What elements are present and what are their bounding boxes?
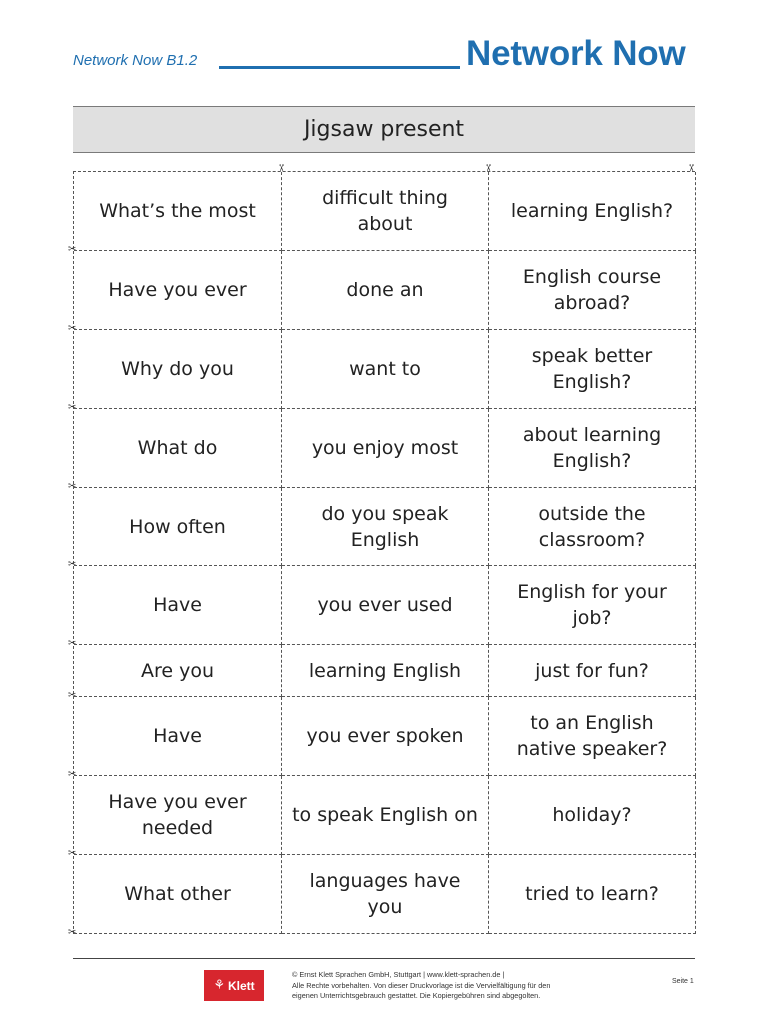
copyright-line: Alle Rechte vorbehalten. Von dieser Druckvorlage ist die Vervielfältigung für den [292,980,551,990]
card-cell: What other [74,855,282,934]
card-cell: What do [74,409,282,488]
card-cell: English course abroad? [489,251,696,330]
card-cell: Have you ever [74,251,282,330]
scissors-icon: ✂ [68,559,77,570]
course-subtitle: Network Now B1.2 [73,52,198,69]
scissors-icon: ✂ [685,163,697,173]
card-cell: Why do you [74,330,282,409]
scissors-icon: ✂ [68,638,77,649]
card-cell: outside the classroom? [489,488,696,566]
card-cell: Have [74,566,282,645]
jigsaw-card-grid [68,163,697,938]
klett-logo-text: Klett [227,978,255,993]
card-cell: Have [74,697,282,776]
card-cell: to speak English on [282,776,489,855]
scissors-icon: ✂ [68,927,77,938]
card-cell: just for fun? [489,645,696,697]
scissors-icon: ✂ [68,402,77,413]
scissors-icon: ✂ [68,244,77,255]
klett-logo-icon: ⚘ [213,978,225,993]
card-cell: What’s the most [74,172,282,251]
card-cell: English for your job? [489,566,696,645]
card-cell: to an English native speaker? [489,697,696,776]
card-cell: do you speak English [282,488,489,566]
scissors-icon: ✂ [68,481,77,492]
card-cell: you ever used [282,566,489,645]
card-cell: How often [74,488,282,566]
card-cell: done an [282,251,489,330]
copyright-notice [292,970,592,1002]
card-cell: speak better English? [489,330,696,409]
card-cell: learning English? [489,172,696,251]
scissors-icon: ✂ [275,163,287,173]
scissors-icon: ✂ [68,323,77,334]
card-cell: languages have you [282,855,489,934]
footer-rule [73,958,695,959]
card-cell: Are you [74,645,282,697]
card-cell: about learning English? [489,409,696,488]
worksheet-title: Jigsaw present [303,117,465,142]
worksheet-title-bar [73,106,695,153]
header-rule [219,66,460,69]
scissors-icon: ✂ [68,848,77,859]
card-cell: holiday? [489,776,696,855]
card-cell: tried to learn? [489,855,696,934]
card-cell: you enjoy most [282,409,489,488]
scissors-icon: ✂ [68,690,77,701]
card-cell: want to [282,330,489,409]
card-cell: difficult thing about [282,172,489,251]
copyright-line: © Ernst Klett Sprachen GmbH, Stuttgart | www.klett-sprachen.de | [292,970,505,979]
card-table [73,171,695,934]
klett-logo [204,970,264,1001]
copyright-line: eigenen Unterrichtsgebrauch gestattet. Die Kopiergebühren sind abgegolten. [292,991,541,1000]
card-cell: Have you ever needed [74,776,282,855]
scissors-icon: ✂ [482,163,494,173]
page-number: Seite 1 [672,978,694,985]
brand-title: Network Now [466,34,686,73]
card-cell: you ever spoken [282,697,489,776]
card-cell: learning English [282,645,489,697]
scissors-icon: ✂ [68,769,77,780]
